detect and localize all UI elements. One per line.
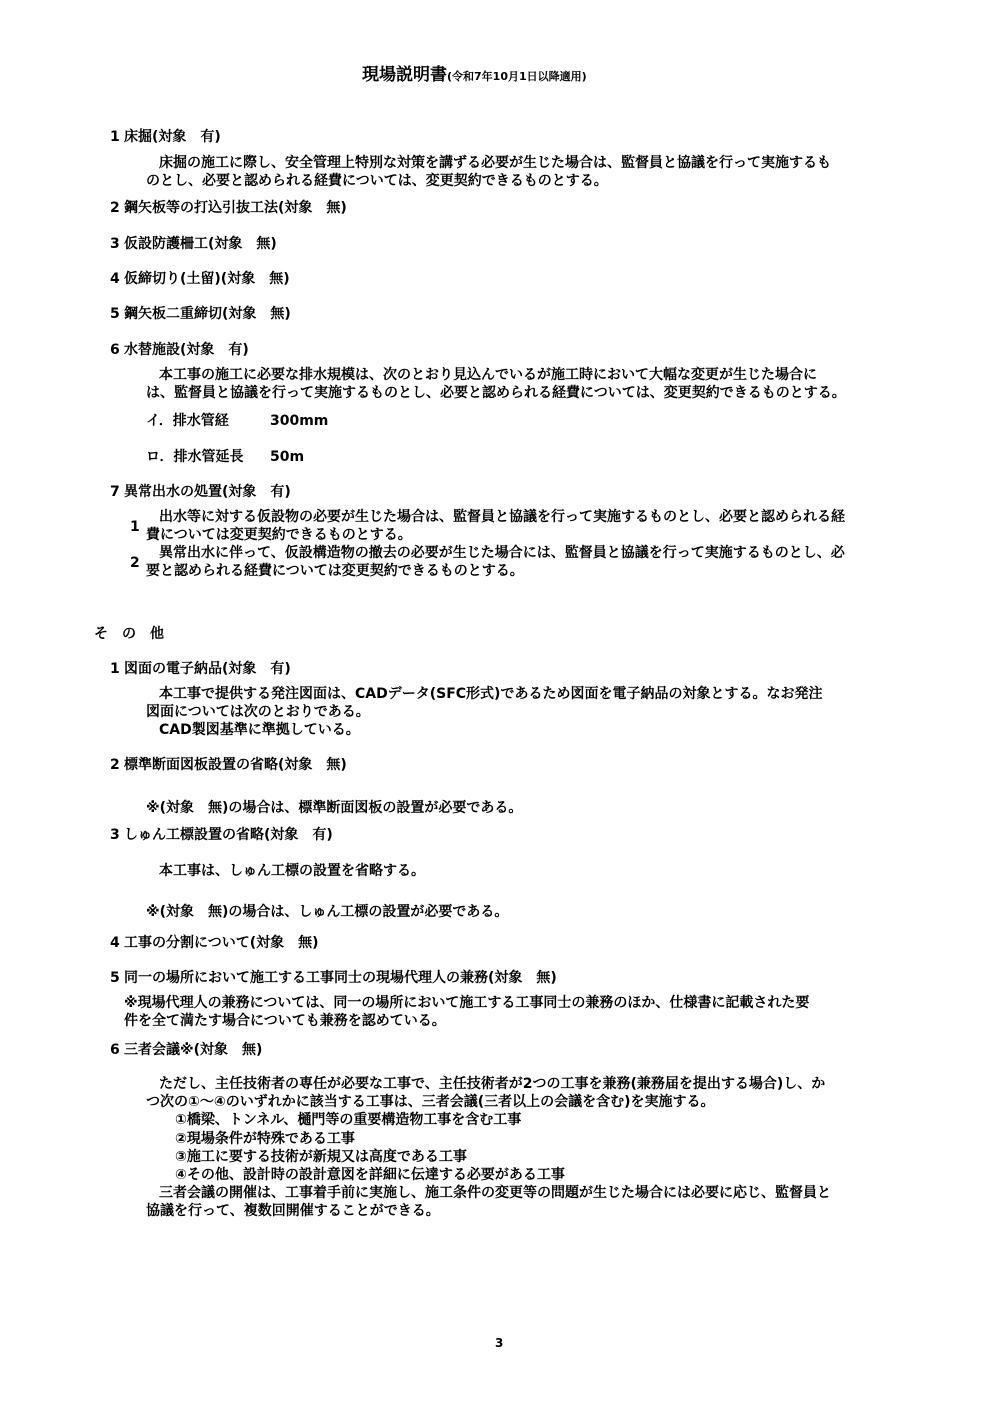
heading-other-6: 6 三者会議※(対象 無) — [110, 1042, 263, 1058]
subitem-7-2: 異常出水に伴って、仮設構造物の撤去の必要が生じた場合には、監督員と協議を行って実施するものとし、必 要と認められる経費については変更契約できるものとする。 — [146, 545, 845, 580]
subitem-7-1: 出水等に対する仮設物の必要が生じた場合は、監督員と協議を行って実施するものとし、必要と認められる経 費については変更契約できるものとする。 — [146, 509, 845, 544]
note-other-3: ※(対象 無)の場合は、しゅん工標の設置が必要である。 — [146, 904, 509, 920]
list-item: ②現場条件が特殊である工事 — [175, 1130, 355, 1147]
heading-item-5: 5 鋼矢板二重締切(対象 無) — [110, 306, 291, 322]
note-other-2: ※(対象 無)の場合は、標準断面図板の設置が必要である。 — [146, 800, 523, 816]
paragraph-item-6: 本工事の施工に必要な排水規模は、次のとおり見込んでいるが施工時において大幅な変更が生じた場合に は、監督員と協議を行って実施するものとし、必要と認められる経費については、変更契約できるものとする。 — [146, 367, 846, 402]
heading-other-3: 3 しゅん工標設置の省略(対象 有) — [110, 827, 333, 843]
heading-item-3: 3 仮設防護柵工(対象 無) — [110, 236, 277, 252]
title-sub: (令和7年10月1日以降適用) — [447, 70, 587, 83]
list-item: ①橋梁、トンネル、樋門等の重要構造物工事を含む工事 — [175, 1112, 522, 1129]
spec-drain-diameter-value: 300mm — [270, 413, 329, 429]
title-main: 現場説明書 — [362, 65, 447, 85]
heading-item-4: 4 仮締切り(土留)(対象 無) — [110, 271, 290, 287]
paragraph-item-1: 床掘の施工に際し、安全管理上特別な対策を講ずる必要が生じた場合は、監督員と協議を行って実施するも のとし、必要と認められる経費については、変更契約できるものとする。 — [146, 155, 831, 190]
heading-item-1: 1 床掘(対象 有) — [110, 129, 221, 145]
heading-other-1: 1 図面の電子納品(対象 有) — [110, 661, 291, 677]
paragraph-other-1: 本工事で提供する発注図面は、CADデータ(SFC形式)であるため図面を電子納品の対象とする。なお発注 図面については次のとおりである。 CAD製図基準に準拠している。 — [146, 686, 823, 739]
spec-drain-length: ロ．排水管延長 — [146, 449, 244, 465]
section-heading-other: そ の 他 — [94, 626, 164, 642]
subitem-7-1-number: 1 — [130, 519, 140, 535]
heading-item-2: 2 鋼矢板等の打込引抜工法(対象 無) — [110, 200, 347, 216]
paragraph-other-6-end: 三者会議の開催は、工事着手前に実施し、施工条件の変更等の問題が生じた場合には必要に応じ、監督員と 協議を行って、複数回開催することができる。 — [146, 1185, 831, 1220]
page-title — [362, 64, 587, 86]
heading-other-5: 5 同一の場所において施工する工事同士の現場代理人の兼務(対象 無) — [110, 970, 557, 986]
spec-drain-length-value: 50m — [270, 449, 305, 465]
spec-drain-diameter: イ．排水管経 — [146, 413, 229, 429]
paragraph-other-3: 本工事は、しゅん工標の設置を省略する。 — [159, 863, 425, 879]
heading-other-2: 2 標準断面図板設置の省略(対象 無) — [110, 757, 347, 773]
list-item: ③施工に要する技術が新規又は高度である工事 — [175, 1148, 467, 1165]
subitem-7-2-number: 2 — [130, 555, 140, 571]
paragraph-other-5: ※現場代理人の兼務については、同一の場所において施工する工事同士の兼務のほか、仕様書に記載された要 件を全て満たす場合についても兼務を認めている。 — [124, 995, 810, 1030]
list-item: ④その他、設計時の設計意図を詳細に伝達する必要がある工事 — [175, 1166, 565, 1183]
heading-item-6: 6 水替施設(対象 有) — [110, 342, 249, 358]
paragraph-other-6: ただし、主任技術者の専任が必要な工事で、主任技術者が2つの工事を兼務(兼務届を提出する場合)し、か つ次の①～④のいずれかに該当する工事は、三者会議(三者以上の会議を含む)を実施する。 ①橋梁、トンネル、樋門等の重要構造物工事を含む工事 ②現場条件が特殊である工事 ③施工に要する技術が新規又は高度である工事 ④その他、設計時の設計意図を詳細に伝達する必要がある工事 — [146, 1075, 891, 1184]
heading-item-7: 7 異常出水の処置(対象 有) — [110, 484, 291, 500]
page-number: 3 — [495, 1336, 504, 1350]
heading-other-4: 4 工事の分割について(対象 無) — [110, 935, 319, 951]
